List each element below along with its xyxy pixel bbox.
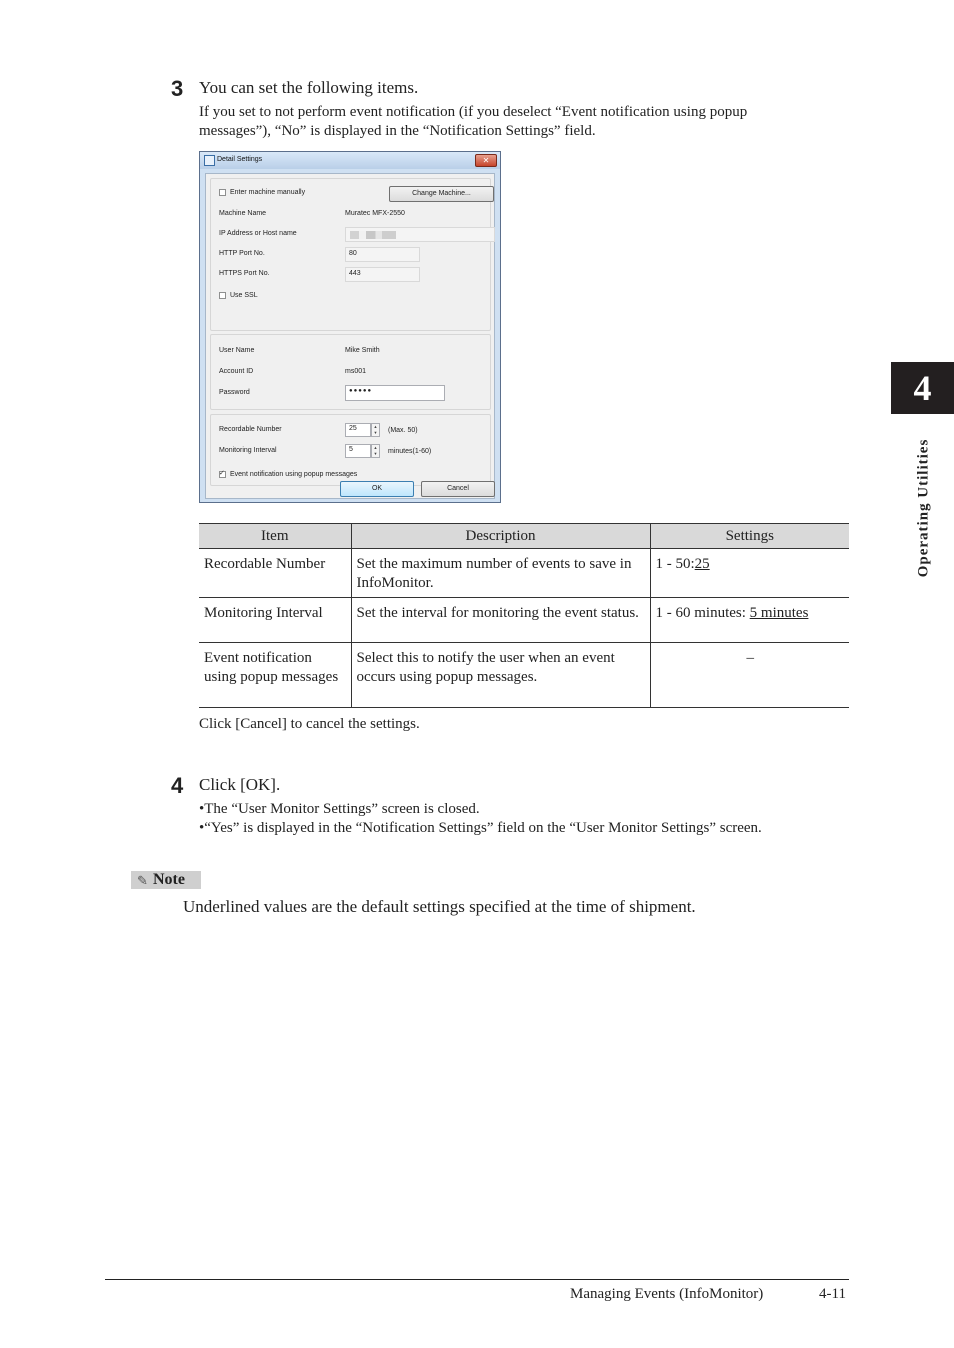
monitoring-group xyxy=(210,414,491,486)
step-text-line: messages”), “No” is displayed in the “Notification Settings” field. xyxy=(199,123,596,139)
account-id-value: ms001 xyxy=(345,368,367,375)
chapter-tab: 4 xyxy=(891,362,954,414)
recordable-number-field[interactable]: 25 xyxy=(345,423,371,437)
column-header: Item xyxy=(199,524,351,549)
user-name-value: Mike Smith xyxy=(345,347,380,354)
table-row xyxy=(199,598,849,643)
column-header: Settings xyxy=(650,524,849,549)
monitoring-interval-label: Monitoring Interval xyxy=(219,447,277,454)
recordable-number-label: Recordable Number xyxy=(219,426,282,433)
footer-rule xyxy=(105,1279,849,1280)
footer-section: Managing Events (InfoMonitor) xyxy=(570,1286,764,1302)
https-port-label: HTTPS Port No. xyxy=(219,270,270,277)
event-notification-checkbox[interactable] xyxy=(219,471,226,478)
page-number: 4-11 xyxy=(819,1286,846,1302)
settings-table xyxy=(199,523,849,708)
user-name-label: User Name xyxy=(219,347,255,354)
close-icon[interactable]: ✕ xyxy=(475,154,497,167)
item-cell: Event notification using popup messages xyxy=(199,643,351,708)
table-header-row xyxy=(199,524,849,549)
step-number: 3 xyxy=(171,76,184,101)
step-title: You can set the following items. xyxy=(199,78,419,97)
recordable-number-stepper[interactable]: ▲ ▼ xyxy=(371,423,380,437)
description-cell: Select this to notify the user when an event occurs using popup messages. xyxy=(351,643,650,708)
monitoring-interval-hint: minutes(1-60) xyxy=(388,448,432,455)
note-label: Note xyxy=(153,871,185,888)
detail-settings-dialog xyxy=(199,151,501,503)
bullet-item: •The “User Monitor Settings” screen is closed. xyxy=(199,801,480,817)
http-port-label: HTTP Port No. xyxy=(219,250,265,257)
bullet-item: •“Yes” is displayed in the “Notification Settings” field on the “User Monitor Settings” screen. xyxy=(199,820,762,836)
http-port-field[interactable]: 80 xyxy=(345,247,420,262)
monitoring-interval-stepper[interactable]: ▲ ▼ xyxy=(371,444,380,458)
ip-label: IP Address or Host name xyxy=(219,230,297,237)
https-port-field[interactable]: 443 xyxy=(345,267,420,282)
event-notification-label: Event notification using popup messages xyxy=(230,471,358,478)
default-value: 5 minutes xyxy=(749,605,809,621)
default-value: 25 xyxy=(694,556,710,572)
step-title: Click [OK]. xyxy=(199,775,281,794)
pencil-icon: ✎ xyxy=(137,873,148,888)
change-machine-button[interactable]: Change Machine... xyxy=(389,186,494,202)
settings-cell: 1 - 60 minutes: 5 minutes xyxy=(650,598,849,643)
description-cell: Set the maximum number of events to save in InfoMonitor. xyxy=(351,549,650,598)
column-header: Description xyxy=(351,524,650,549)
machine-name-value: Muratec MFX-2550 xyxy=(345,210,405,217)
user-group xyxy=(210,334,491,410)
step-text-line: If you set to not perform event notification (if you deselect “Event notification using popup xyxy=(199,104,748,120)
enter-machine-label: Enter machine manually xyxy=(230,189,306,196)
ok-button[interactable]: OK xyxy=(340,481,414,497)
cancel-instruction: Click [Cancel] to cancel the settings. xyxy=(199,716,420,732)
monitoring-interval-field[interactable]: 5 xyxy=(345,444,371,458)
password-field[interactable]: ●●●●● xyxy=(345,385,445,401)
password-label: Password xyxy=(219,389,250,396)
item-cell: Monitoring Interval xyxy=(199,598,351,643)
dialog-body xyxy=(205,173,495,499)
settings-cell: 1 - 50:25 xyxy=(650,549,849,598)
note-text: Underlined values are the default settings specified at the time of shipment. xyxy=(183,897,696,916)
enter-machine-checkbox[interactable] xyxy=(219,189,226,196)
chapter-title: Operating Utilities xyxy=(915,438,932,577)
use-ssl-checkbox[interactable] xyxy=(219,292,226,299)
cancel-button[interactable]: Cancel xyxy=(421,481,495,497)
machine-group xyxy=(210,178,491,331)
note-badge xyxy=(131,871,201,889)
settings-cell: – xyxy=(650,643,849,708)
app-icon xyxy=(204,155,215,166)
description-cell: Set the interval for monitoring the event status. xyxy=(351,598,650,643)
account-id-label: Account ID xyxy=(219,368,254,375)
machine-name-label: Machine Name xyxy=(219,210,267,217)
step-number: 4 xyxy=(171,773,184,798)
table-row xyxy=(199,643,849,708)
dialog-title-bar xyxy=(200,152,500,169)
table-row xyxy=(199,549,849,598)
redacted-ip xyxy=(350,231,396,239)
recordable-number-hint: (Max. 50) xyxy=(388,427,418,434)
ip-field[interactable] xyxy=(345,227,495,242)
use-ssl-label: Use SSL xyxy=(230,292,258,299)
dialog-title: Detail Settings xyxy=(217,156,263,163)
item-cell: Recordable Number xyxy=(199,549,351,598)
